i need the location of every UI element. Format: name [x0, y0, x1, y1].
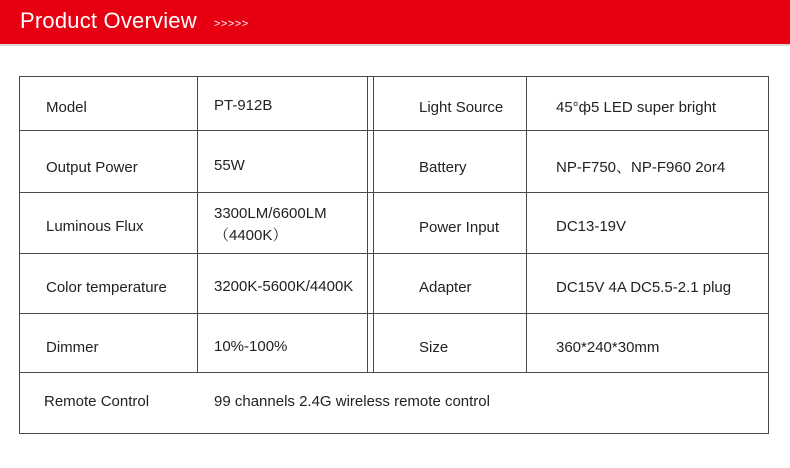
- spec-value-luminous-flux-line2: （4400K）: [214, 227, 288, 244]
- spec-label-adapter: Adapter: [419, 279, 472, 296]
- spec-value-luminous-flux-line1: 3300LM/6600LM: [214, 205, 327, 222]
- spec-value-remote-control: 99 channels 2.4G wireless remote control: [214, 393, 490, 410]
- spec-value-size: 360*240*30mm: [556, 339, 660, 356]
- column-divider: [373, 76, 374, 372]
- spec-value-output-power: 55W: [214, 157, 245, 174]
- spec-label-luminous-flux: Luminous Flux: [46, 218, 144, 235]
- spec-value-model: PT-912B: [214, 97, 273, 114]
- row-divider: [19, 253, 769, 254]
- spec-value-dimmer: 10%-100%: [214, 338, 288, 355]
- chevrons-decoration: >>>>>: [214, 18, 249, 30]
- spec-value-battery: NP-F750、NP-F960 2or4: [556, 159, 726, 176]
- page-title: Product Overview: [20, 8, 197, 33]
- spec-label-model: Model: [46, 99, 87, 116]
- spec-label-remote-control: Remote Control: [44, 393, 150, 410]
- row-divider: [19, 372, 769, 373]
- header-divider: [0, 44, 790, 46]
- spec-value-light-source: 45°ф5 LED super bright: [556, 99, 717, 116]
- spec-label-light-source: Light Source: [419, 99, 504, 116]
- row-divider: [19, 313, 769, 314]
- spec-label-dimmer: Dimmer: [46, 339, 99, 356]
- header-bar: [0, 0, 790, 44]
- column-divider: [197, 76, 198, 372]
- column-divider: [367, 76, 368, 372]
- row-divider: [19, 192, 769, 193]
- spec-label-color-temperature: Color temperature: [46, 279, 167, 296]
- spec-label-output-power: Output Power: [46, 159, 138, 176]
- spec-label-power-input: Power Input: [419, 219, 500, 236]
- row-divider: [19, 130, 769, 131]
- spec-label-size: Size: [419, 339, 449, 356]
- spec-value-power-input: DC13-19V: [556, 218, 627, 235]
- spec-value-adapter: DC15V 4A DC5.5-2.1 plug: [556, 279, 732, 296]
- spec-label-battery: Battery: [419, 159, 467, 176]
- spec-value-color-temperature: 3200K-5600K/4400K: [214, 278, 354, 295]
- column-divider: [526, 76, 527, 372]
